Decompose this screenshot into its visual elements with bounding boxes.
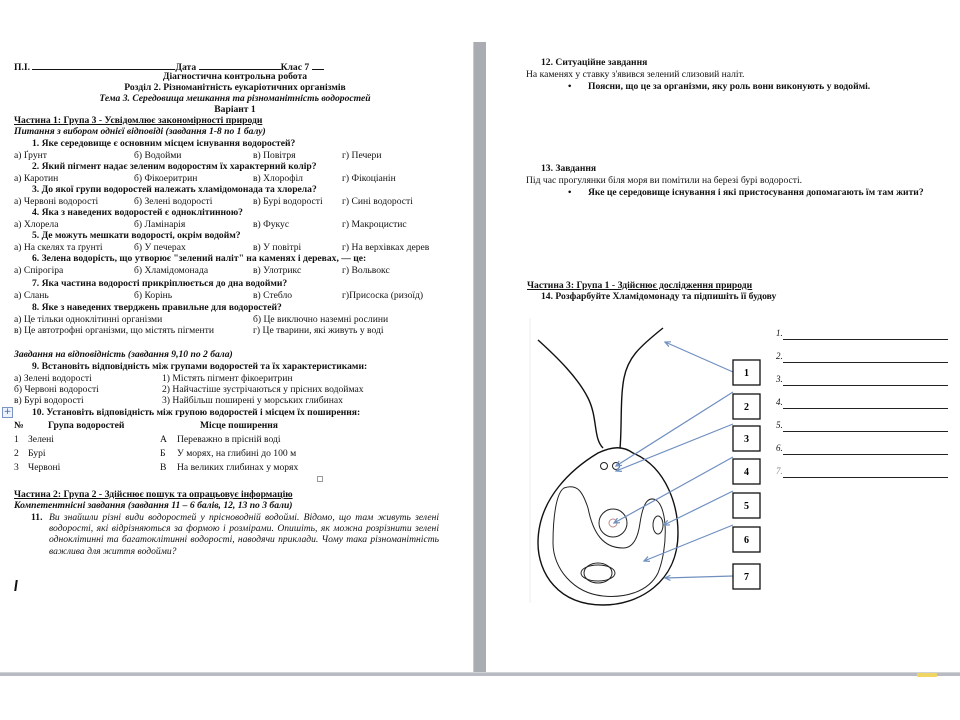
q6-option-d[interactable]: г) Вольвокс <box>342 265 390 276</box>
class-label: Клас 7 <box>280 62 310 73</box>
q5-option-b[interactable]: б) У печерах <box>134 242 186 253</box>
left-page <box>0 0 472 672</box>
table-move-handle-icon[interactable]: + <box>3 407 12 417</box>
q13-text: Під час прогулянки біля моря ви помітили на березі бурі водорості. <box>526 175 803 186</box>
q13-title: 13. Завдання <box>541 163 597 174</box>
q8-option-d[interactable]: г) Це тварини, які живуть у воді <box>253 325 384 336</box>
question-9: 9. Встановіть відповідність між групами водоростей та їх характеристиками: <box>32 361 368 372</box>
answer-line-1[interactable] <box>783 339 948 340</box>
answer-num-2: 2. <box>776 351 783 361</box>
date-blank[interactable] <box>199 60 281 70</box>
q10-header-num: № <box>14 420 24 431</box>
q9-right-3: 3) Найбільш поширені у морських глибинах <box>162 395 343 406</box>
label-box-number: 3 <box>744 434 749 445</box>
q6-option-a[interactable]: а) Спірогіра <box>14 265 64 276</box>
q10-row-1-letter: А <box>160 434 167 445</box>
q8-option-c[interactable]: в) Це автотрофні організми, що містять пігменти <box>14 325 214 336</box>
q10-row-3-letter: В <box>160 462 167 473</box>
q4-option-c[interactable]: в) Фукус <box>253 219 290 230</box>
q10-row-3-num: 3 <box>14 462 19 473</box>
answer-num-3: 3. <box>776 374 783 384</box>
q1-option-c[interactable]: в) Повітря <box>253 150 296 161</box>
q7-option-b[interactable]: б) Корінь <box>134 290 173 301</box>
part2-subheading: Компетентнісні завдання (завдання 11 – 6 балів, 12, 13 по 3 бали) <box>14 500 293 511</box>
label-box-4 <box>733 459 760 484</box>
doc-topic: Тема 3. Середовища мешкання та різноманітність водоростей <box>99 93 371 104</box>
q9-right-2: 2) Найчастіше зустрічаються у прісних водоймах <box>162 384 364 395</box>
doc-variant: Варіант 1 <box>214 104 256 115</box>
part2-heading: Частина 2: Група 2 - Здійснює пошук та опрацьовує інформацію <box>14 489 293 500</box>
question-7: 7. Яка частина водорості прикріплюється до дна водойми? <box>32 278 288 289</box>
question-5: 5. Де можуть мешкати водорості, окрім водойм? <box>32 230 241 241</box>
q10-row-2-place: У морях, на глибині до 100 м <box>177 448 297 459</box>
label-box-number: 2 <box>744 402 749 413</box>
question-2: 2. Який пігмент надає зеленим водоростям їх характерний колір? <box>32 161 317 172</box>
question-8: 8. Яке з наведених тверджень правильне для водоростей? <box>32 302 282 313</box>
question-6: 6. Зелена водорість, що утворює "зелений наліт" на каменях і деревах, — це: <box>32 253 367 264</box>
q10-header-group: Група водоростей <box>48 420 125 431</box>
name-label: П.І. <box>14 62 30 73</box>
q10-row-1-num: 1 <box>14 434 19 445</box>
q1-option-d[interactable]: г) Печери <box>342 150 382 161</box>
name-blank[interactable] <box>32 60 175 70</box>
q7-option-d[interactable]: г)Присоска (ризоїд) <box>342 290 424 301</box>
label-box-1 <box>733 360 760 385</box>
label-box-number: 6 <box>744 535 749 546</box>
q3-option-d[interactable]: г) Сині водорості <box>342 196 413 207</box>
date-label: Дата <box>175 62 197 73</box>
label-box-number: 7 <box>744 572 749 583</box>
label-box-number: 1 <box>744 368 749 379</box>
q7-option-a[interactable]: а) Слань <box>14 290 49 301</box>
page-gutter <box>473 42 487 672</box>
answer-line-7[interactable] <box>783 477 948 478</box>
question-10: 10. Установіть відповідність між групою водоростей і місцем їх поширення: <box>32 407 361 418</box>
label-box-5 <box>733 493 760 518</box>
q10-row-1-place: Переважно в прісній воді <box>177 434 281 445</box>
label-box-number: 4 <box>744 467 749 478</box>
q10-header-place: Місце поширення <box>200 420 278 431</box>
part1-heading: Частина 1: Група 3 - Усвідомлює закономірності природи <box>14 115 263 126</box>
q12-text: На каменях у ставку з'явився зелений слизовий наліт. <box>526 69 745 80</box>
part1-subheading: Питання з вибором однієї відповіді (завдання 1-8 по 1 балу) <box>14 126 266 137</box>
q8-option-a[interactable]: а) Це тільки одноклітинні організми <box>14 314 163 325</box>
question-1: 1. Яке середовище є основним місцем існування водоростей? <box>32 138 296 149</box>
q9-left-a: а) Зелені водорості <box>14 373 92 384</box>
q9-left-c: в) Бурі водорості <box>14 395 84 406</box>
q2-option-c[interactable]: в) Хлорофіл <box>253 173 303 184</box>
answer-num-6: 6. <box>776 443 783 453</box>
answer-num-4: 4. <box>776 397 783 407</box>
q3-option-a[interactable]: а) Червоні водорості <box>14 196 99 207</box>
q4-option-d[interactable]: г) Макроцистис <box>342 219 407 230</box>
q2-option-a[interactable]: а) Каротин <box>14 173 59 184</box>
answer-line-5[interactable] <box>783 431 948 432</box>
class-blank[interactable] <box>312 60 324 70</box>
question-3: 3. До якої групи водоростей належать хламідомонада та хлорела? <box>32 184 317 195</box>
q12-title: 12. Ситуаційне завдання <box>541 57 648 68</box>
label-box-6 <box>733 527 760 552</box>
q4-option-b[interactable]: б) Ламінарія <box>134 219 186 230</box>
q3-option-c[interactable]: в) Бурі водорості <box>253 196 323 207</box>
q10-row-2-num: 2 <box>14 448 19 459</box>
q10-row-3-group: Червоні <box>28 462 61 473</box>
answer-line-2[interactable] <box>783 362 948 363</box>
status-marker <box>917 673 937 677</box>
q5-option-a[interactable]: а) На скелях та ґрунті <box>14 242 103 253</box>
q10-row-2-letter: Б <box>160 448 166 459</box>
q10-row-1-group: Зелені <box>28 434 54 445</box>
question-4: 4. Яка з наведених водоростей є одноклітинною? <box>32 207 243 218</box>
doc-title: Діагностична контрольна робота <box>162 71 308 82</box>
label-box-3 <box>733 426 760 451</box>
q9-right-1: 1) Містять пігмент фікоеритрин <box>162 373 293 384</box>
answer-num-7: 7. <box>776 466 783 476</box>
q3-option-b[interactable]: б) Зелені водорості <box>134 196 213 207</box>
q9-left-b: б) Червоні водорості <box>14 384 99 395</box>
label-box-7 <box>733 564 760 589</box>
q1-option-a[interactable]: а) Ґрунт <box>14 150 47 161</box>
q7-option-c[interactable]: в) Стебло <box>253 290 293 301</box>
q6-option-c[interactable]: в) Улотрикс <box>253 265 302 276</box>
q5-option-c[interactable]: в) У повітрі <box>253 242 302 253</box>
page-bottom-edge <box>0 672 960 676</box>
q6-option-b[interactable]: б) Хламідомонада <box>134 265 209 276</box>
part3-heading: Частина 3: Група 1 - Здійснює дослідження природи <box>527 280 753 291</box>
answer-line-3[interactable] <box>783 385 948 386</box>
text-cursor <box>14 580 18 591</box>
q5-option-d[interactable]: г) На верхівках дерев <box>342 242 430 253</box>
q8-option-b[interactable]: б) Це виключно наземні рослини <box>253 314 389 325</box>
question-11-text: Ви знайшли різні види водоростей у прісноводній водоймі. Відомо, що там живуть зелені водорості, які відрізняються за формою і розмірами. Опишіть, як можна розрізнити зелені одноклітинні та багатоклітинні водорості, наводячи приклади. Чому така різноманітність важлива для життя водойми? <box>49 512 439 557</box>
q13-bullet: • Яке це середовище існування і які пристосування допомагають їм там жити? <box>588 187 924 198</box>
answer-line-6[interactable] <box>783 454 948 455</box>
q2-option-d[interactable]: г) Фікоціанін <box>342 173 396 184</box>
answer-line-4[interactable] <box>783 408 948 409</box>
doc-section: Розділ 2. Різноманітність еукаріотичних організмів <box>124 82 346 93</box>
q14-title: 14. Розфарбуйте Хламідомонаду та підпишіть її будову <box>541 291 777 302</box>
q4-option-a[interactable]: а) Хлорела <box>14 219 59 230</box>
answer-num-1: 1. <box>776 328 783 338</box>
q10-row-3-place: На великих глибинах у морях <box>177 462 299 473</box>
q2-option-b[interactable]: б) Фікоеритрин <box>134 173 198 184</box>
chlamydomonas-diagram <box>528 318 768 608</box>
label-box-number: 5 <box>744 501 749 512</box>
q10-row-2-group: Бурі <box>28 448 46 459</box>
q1-option-b[interactable]: б) Водойми <box>134 150 182 161</box>
matching-subheading: Завдання на відповідність (завдання 9,10 по 2 бала) <box>14 349 233 360</box>
answer-num-5: 5. <box>776 420 783 430</box>
table-resize-handle[interactable] <box>317 476 323 482</box>
question-11-number: 11. <box>31 512 43 523</box>
q12-bullet: • Поясни, що це за організми, яку роль вони виконують у водоймі. <box>588 81 870 92</box>
label-box-2 <box>733 394 760 419</box>
